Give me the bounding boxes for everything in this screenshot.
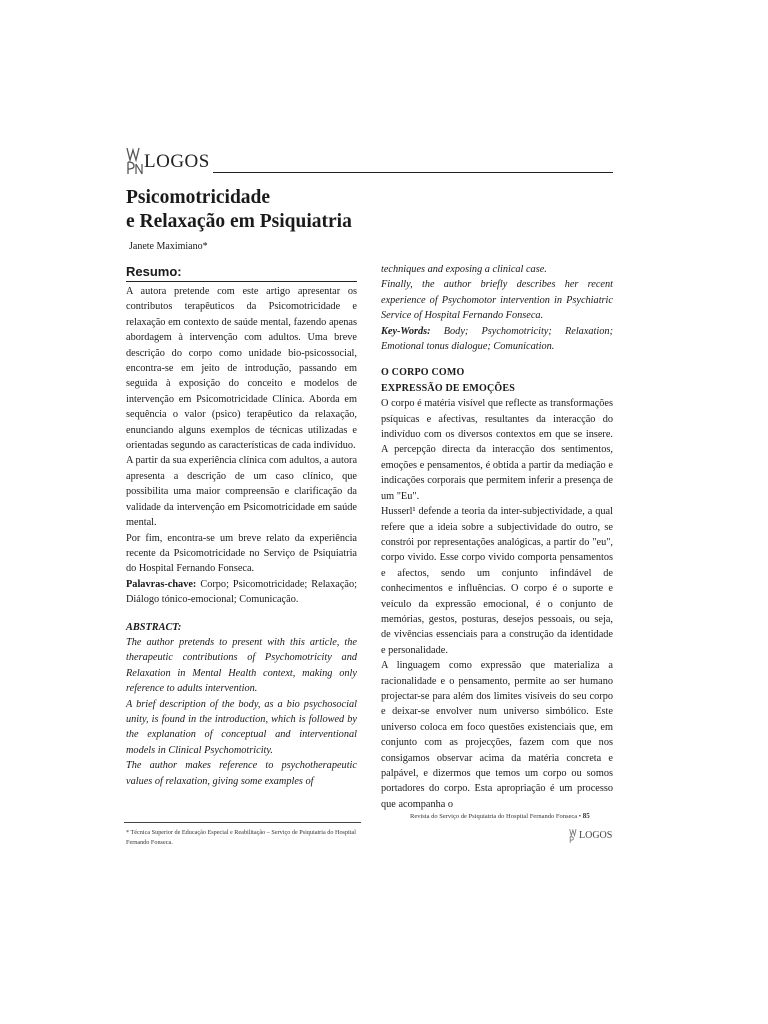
running-footer: [410, 812, 590, 820]
logo-wordmark: LOGOS: [144, 151, 210, 172]
abstract-keywords: [381, 324, 613, 355]
footer-bullet: •: [578, 813, 582, 820]
resumo-heading: Resumo:: [126, 264, 182, 279]
resumo-keywords-label: Palavras-chave:: [126, 578, 197, 590]
abstract-paragraph: The author pretends to present with this article, the therapeutic contributions of Psychomotricity and Relaxation in Mental Health context, making only reference to adults intervention.: [126, 636, 357, 695]
section-heading-line2: EXPRESSÃO DE EMOÇÕES: [381, 382, 516, 394]
section-heading-line1: O CORPO COMO: [381, 367, 465, 379]
article-title-line1: Psicomotricidade: [126, 187, 271, 208]
body-paragraph: Husserl¹ defende a teoria da inter-subjectividade, a qual refere que a ideia sobre a subjectividade do outro, se constrói por representações analógicas, a partir do "eu", corpo vivido. Esse corpo vivido comporta pensamentos e afectos, sendo um conjunto infindável de conhecimentos e influências. O corpo é o suporte e veículo da expressão emocional, é o conjunto de memórias, gestos, posturas, desejos pessoais, ou seja, de vivências essenciais para a construção da identidade e personalidade.: [381, 506, 613, 656]
footnote-rule: [124, 822, 361, 823]
abstract-keywords-text: Body; Psychomotricity; Relaxation; Emotional tonus dialogue; Comunication.: [381, 325, 613, 353]
abstract-keywords-label: Key-Words:: [381, 325, 431, 337]
page-number: 85: [582, 812, 590, 820]
left-column: [126, 264, 357, 789]
body-paragraph: O corpo é matéria visível que reflecte as transformações psíquicas e afectivas, resultantes da interacção do indivíduo com os diversos contextos em que se insere. A percepção directa da interacção dos sentimentos, emoções e pensamentos, é obtida a partir da mediação e indicações corporais que permitem inferir a presença de um "Eu".: [381, 398, 613, 502]
abstract-heading: ABSTRACT:: [126, 621, 182, 633]
author-footnote: * Técnica Superior de Educação Especial e Reabilitação – Serviço de Psiquiatria do Hospital Fernando Fonseca.: [126, 829, 356, 846]
body-paragraph: A linguagem como expressão que materializa a racionalidade e o pensamento, permite ao ser humano projectar-se para além dos limites visíveis do seu corpo e deixar-se envolver num universo simbólico. Este universo coloca em foco questões existenciais que, em conjunto com as projecções, fazem com que nos consigamos observar acima da matéria concreta e palpável, e dizermos que temos um corpo ou somos portadores do corpo. Esta apropriação é um processo que acompanha o: [381, 660, 613, 810]
article-title-line2: e Relaxação em Psiquiatria: [126, 211, 352, 232]
article-author: Janete Maximiano*: [129, 241, 208, 252]
right-column: [381, 262, 613, 812]
resumo-keywords-text: Corpo; Psicomotricidade; Relaxação; Diálogo tónico-emocional; Comunicação.: [126, 578, 357, 606]
footer-logo-wordmark: LOGOS: [579, 830, 613, 841]
resumo-keywords: [126, 577, 357, 608]
abstract-paragraph: The author makes reference to psychotherapeutic values of relaxation, giving some examples of: [126, 760, 357, 787]
abstract-continued: techniques and exposing a clinical case.: [381, 264, 547, 275]
journal-logo: [124, 146, 219, 176]
journal-name: Revista do Serviço de Psiquiatria do Hospital Fernando Fonseca: [410, 813, 578, 820]
footer-logo: [568, 828, 616, 844]
abstract-paragraph: A brief description of the body, as a bio psychosocial unity, is found in the introduction, which is followed by the explanation of conceptual and interventional models in Clinical Psychomotricity.: [126, 698, 357, 756]
article-title: [126, 186, 352, 234]
resumo-paragraph: Por fim, encontra-se um breve relato da experiência recente da Psicomotricidade no Serviço de Psiquiatria do Hospital Fernando Fonseca.: [126, 532, 357, 575]
abstract-continued: Finally, the author briefly describes her recent experience of Psychomotor intervention in Psychiatric Service of Hospital Fernando Fonseca.: [381, 279, 613, 322]
resumo-paragraph: A partir da sua experiência clínica com adultos, a autora apresenta a descrição de um caso clínico, que possibilita uma maior compreensão e clarificação da validade da intervenção em Psicomotricidade em saúde mental.: [126, 455, 358, 529]
header-rule: [213, 172, 613, 173]
resumo-paragraph: A autora pretende com este artigo apresentar os contributos terapêuticos da Psicomotricidade e relaxação em contexto de saúde mental, fazendo apenas abordagem à intervenção com adultos. Uma breve descrição do corpo como unidade bio-psicossocial, encontra-se em jeito de introdução, passando em seguida à exposição do conceito e modelos de intervenção em Psicomotricidade Clínica. Aborda em sequência o valor (psico) terapêutico da relaxação, enunciando alguns exemplos de técnicas utilizadas e orientadas segundo as características de cada indivíduo.: [126, 286, 357, 452]
resumo-rule: [126, 281, 357, 282]
